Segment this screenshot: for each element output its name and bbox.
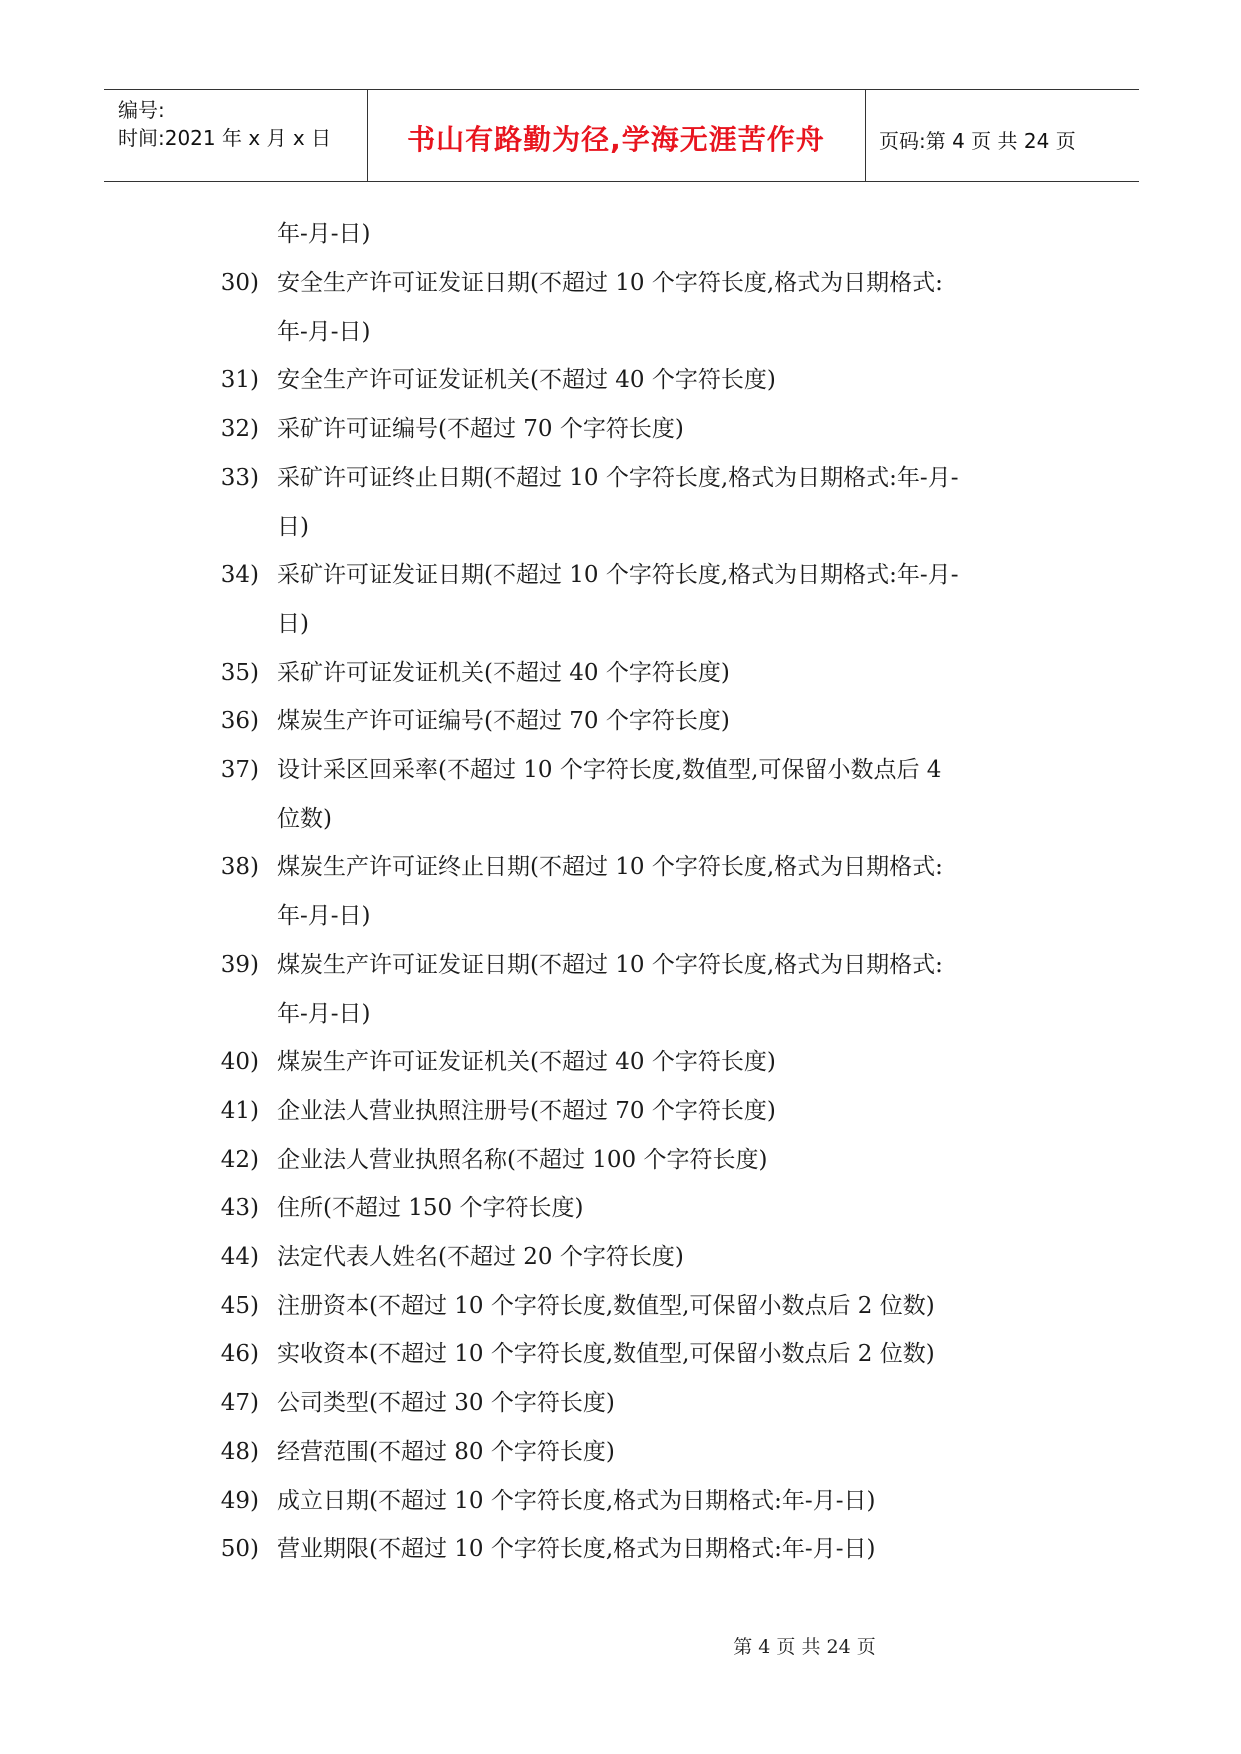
list-item-number: 44) xyxy=(220,1244,259,1270)
list-item-text: 企业法人营业执照名称(不超过 100 个字符长度) xyxy=(277,1146,768,1173)
list-item-number: 34) xyxy=(220,562,259,589)
document-time-label: 时间:2021 年 x 月 x 日 xyxy=(118,126,332,150)
list-item-number: 45) xyxy=(220,1292,259,1319)
list-item-text: 采矿许可证编号(不超过 70 个字符长度) xyxy=(277,416,684,443)
list-item-number: 31) xyxy=(220,367,259,394)
list-item-number: 48) xyxy=(220,1438,259,1465)
list-item-text: 年-月-日) xyxy=(277,903,371,930)
list-item-text: 实收资本(不超过 10 个字符长度,数值型,可保留小数点后 2 位数) xyxy=(277,1341,935,1368)
list-item-number: 39) xyxy=(220,951,259,978)
list-item-number: 36) xyxy=(220,708,259,735)
list-item-number: 33) xyxy=(220,464,259,491)
list-item-number: 50) xyxy=(220,1536,259,1563)
list-item-text: 年-月-日) xyxy=(277,318,371,345)
continuation-line: 年-月-日) xyxy=(277,221,371,247)
list-item-text: 公司类型(不超过 30 个字符长度) xyxy=(277,1390,615,1417)
list-item-text: 设计采区回采率(不超过 10 个字符长度,数值型,可保留小数点后 4 xyxy=(277,757,942,783)
list-item-number: 35) xyxy=(220,659,259,686)
list-item-text: 煤炭生产许可证终止日期(不超过 10 个字符长度,格式为日期格式: xyxy=(277,854,943,881)
list-item-text: 日) xyxy=(277,513,309,540)
list-item-number: 42) xyxy=(220,1146,259,1173)
list-item-number: 32) xyxy=(220,416,259,443)
list-item-number: 38) xyxy=(220,854,259,881)
list-item-number: 30) xyxy=(220,270,259,296)
list-item-text: 法定代表人姓名(不超过 20 个字符长度) xyxy=(277,1244,684,1270)
list-item-text: 采矿许可证终止日期(不超过 10 个字符长度,格式为日期格式:年-月- xyxy=(277,464,959,491)
list-item-text: 位数) xyxy=(277,805,332,832)
list-item-text: 注册资本(不超过 10 个字符长度,数值型,可保留小数点后 2 位数) xyxy=(277,1292,935,1319)
list-item-text: 日) xyxy=(277,610,309,637)
list-item-number: 47) xyxy=(220,1390,259,1417)
list-item-text: 经营范围(不超过 80 个字符长度) xyxy=(277,1438,615,1465)
header-motto: 书山有路勤为径,学海无涯苦作舟 xyxy=(407,123,825,156)
list-item-number: 49) xyxy=(220,1487,259,1514)
list-item-text: 年-月-日) xyxy=(277,1000,371,1027)
page-footer: 第 4 页 共 24 页 xyxy=(733,1636,876,1658)
list-item-text: 采矿许可证发证机关(不超过 40 个字符长度) xyxy=(277,659,730,686)
list-item-number: 46) xyxy=(220,1341,259,1368)
list-item-text: 煤炭生产许可证发证日期(不超过 10 个字符长度,格式为日期格式: xyxy=(277,951,943,978)
list-item-text: 营业期限(不超过 10 个字符长度,格式为日期格式:年-月-日) xyxy=(277,1536,876,1563)
list-item-text: 煤炭生产许可证编号(不超过 70 个字符长度) xyxy=(277,708,730,735)
list-item-number: 40) xyxy=(220,1049,259,1076)
header-page-code: 页码:第 4 页 共 24 页 xyxy=(879,129,1076,153)
list-item-text: 煤炭生产许可证发证机关(不超过 40 个字符长度) xyxy=(277,1049,776,1076)
list-item-number: 37) xyxy=(220,757,259,783)
list-item-text: 采矿许可证发证日期(不超过 10 个字符长度,格式为日期格式:年-月- xyxy=(277,562,959,589)
list-item-text: 安全生产许可证发证机关(不超过 40 个字符长度) xyxy=(277,367,776,394)
list-item-text: 住所(不超过 150 个字符长度) xyxy=(277,1195,584,1222)
list-item-number: 43) xyxy=(220,1195,259,1222)
list-item-text: 安全生产许可证发证日期(不超过 10 个字符长度,格式为日期格式: xyxy=(277,270,943,296)
list-item-text: 企业法人营业执照注册号(不超过 70 个字符长度) xyxy=(277,1097,776,1124)
list-item-number: 41) xyxy=(220,1097,259,1124)
document-number-label: 编号: xyxy=(118,98,165,122)
list-item-text: 成立日期(不超过 10 个字符长度,格式为日期格式:年-月-日) xyxy=(277,1487,876,1514)
